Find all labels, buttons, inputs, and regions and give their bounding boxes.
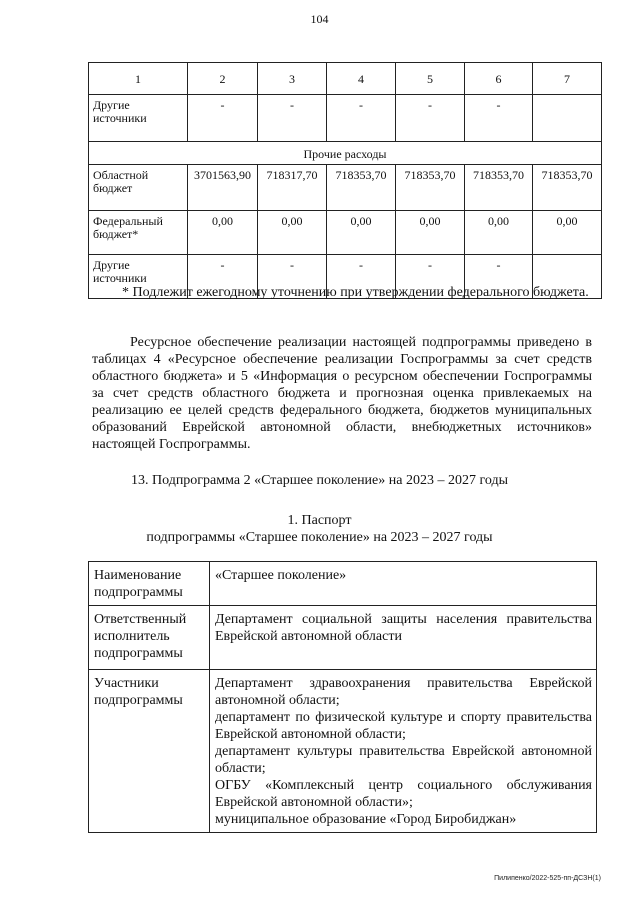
table-cell: - <box>327 95 396 142</box>
passport-value <box>210 670 597 833</box>
table-cell: - <box>258 255 327 299</box>
participant-line: муниципальное образование «Город Биробиджан» <box>215 812 517 827</box>
table-cell: 3701563,90 <box>188 165 258 211</box>
column-header: 3 <box>258 63 327 95</box>
table-cell: 0,00 <box>396 211 465 255</box>
passport-label: Ответственный исполнитель подпрограммы <box>89 606 210 670</box>
row-label: Другие источники <box>89 95 188 142</box>
table-row <box>89 562 597 606</box>
participant-line: Департамент здравоохранения правительства Еврейской автономной области; <box>215 676 592 708</box>
column-header: 4 <box>327 63 396 95</box>
table-row <box>89 165 602 211</box>
column-header: 2 <box>188 63 258 95</box>
table-cell: 0,00 <box>533 211 602 255</box>
section-heading: 13. Подпрограмма 2 «Старшее поколение» на 2023 – 2027 годы <box>130 473 508 488</box>
passport-subtitle: подпрограммы «Старшее поколение» на 2023 – 2027 годы <box>146 530 493 545</box>
column-header: 1 <box>89 63 188 95</box>
participant-line: департамент культуры правительства Еврейской автономной области; <box>215 744 592 776</box>
document-code: Пилипенко/2022-525-пп-ДСЗН(1) <box>494 875 601 882</box>
column-header: 7 <box>533 63 602 95</box>
table-cell: 0,00 <box>258 211 327 255</box>
passport-title: 1. Паспорт <box>287 513 352 528</box>
page-number: 104 <box>310 12 329 26</box>
row-label: Другие источники <box>89 255 188 299</box>
table-cell: 0,00 <box>188 211 258 255</box>
body-paragraph: Ресурсное обеспечение реализации настоящей подпрограммы приведено в таблицах 4 «Ресурсное обеспечение реализации Госпрограммы за счет средств областного бюджета» и 5 «Информация о ресурсном обеспечении Госпрограммы за счет средств областного бюджета и прогнозная оценка привлекаемых на реализацию ее целей средств федерального бюджета, бюджетов муниципальных образований Еврейской автономной области, внебюджетных источников» настоящей Госпрограммы. <box>92 335 592 452</box>
column-header: 6 <box>465 63 533 95</box>
table-cell: - <box>465 255 533 299</box>
table-cell: - <box>188 95 258 142</box>
table-cell <box>533 95 602 142</box>
participant-line: ОГБУ «Комплексный центр социального обслуживания Еврейской автономной области»; <box>215 778 592 810</box>
table-cell: - <box>258 95 327 142</box>
budget-table <box>88 62 602 299</box>
table-cell: - <box>396 255 465 299</box>
table-cell: 0,00 <box>327 211 396 255</box>
table-cell: 0,00 <box>465 211 533 255</box>
table-row <box>89 670 597 833</box>
column-header: 5 <box>396 63 465 95</box>
section-row <box>89 142 602 165</box>
footnote: * Подлежит ежегодному уточнению при утверждении федерального бюджета. <box>122 285 589 300</box>
table-cell: 718353,70 <box>533 165 602 211</box>
passport-table <box>88 561 597 833</box>
table-cell: - <box>188 255 258 299</box>
row-label: Областной бюджет <box>89 165 188 211</box>
table-cell: - <box>327 255 396 299</box>
table-row <box>89 606 597 670</box>
passport-label: Наименование подпрограммы <box>89 562 210 606</box>
table-cell: 718353,70 <box>465 165 533 211</box>
table-cell: - <box>465 95 533 142</box>
table-header-row <box>89 63 602 95</box>
table-cell: - <box>396 95 465 142</box>
table-cell: 718317,70 <box>258 165 327 211</box>
table-row <box>89 95 602 142</box>
passport-label: Участники подпрограммы <box>89 670 210 833</box>
section-title: Прочие расходы <box>89 142 602 165</box>
passport-value: «Старшее поколение» <box>210 562 597 606</box>
passport-value: Департамент социальной защиты населения правительства Еврейской автономной области <box>210 606 597 670</box>
row-label: Федеральный бюджет* <box>89 211 188 255</box>
table-row <box>89 211 602 255</box>
table-cell: 718353,70 <box>396 165 465 211</box>
table-cell: 718353,70 <box>327 165 396 211</box>
participant-line: департамент по физической культуре и спорту правительства Еврейской автономной области; <box>215 710 592 742</box>
